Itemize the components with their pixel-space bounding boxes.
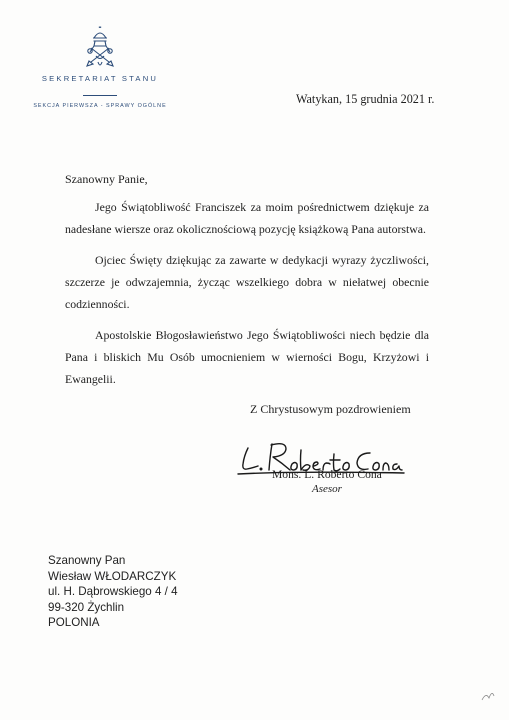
stray-pen-mark: [480, 688, 496, 702]
recipient-salutation: Szanowny Pan: [48, 554, 126, 567]
salutation: Szanowny Panie,: [65, 172, 148, 186]
signer-role: Asesor: [312, 483, 342, 495]
letter-date: Watykan, 15 grudnia 2021 r.: [296, 92, 435, 106]
recipient-address: [48, 553, 178, 631]
signer-name: Mons. L. Roberto Cona: [272, 468, 382, 481]
recipient-country: POLONIA: [48, 616, 100, 629]
letter-body: [65, 196, 429, 399]
closing-line: Z Chrystusowym pozdrowieniem: [250, 402, 411, 416]
body-paragraph: Apostolskie Błogosławieństwo Jego Świątobliwości niech będzie dla Pana i bliskich Mu Osób umocnieniem w wierności Bogu, Krzyżowi i Ewangelii.: [65, 328, 429, 386]
office-name: SEKRETARIAT STANU: [41, 74, 159, 83]
letterhead: [20, 26, 180, 109]
section-name: SEKCJA PIERWSZA - SPRAWY OGÓLNE: [33, 103, 167, 109]
signer-block: [272, 467, 382, 497]
body-paragraph: Ojciec Święty dziękując za zawarte w dedykacji wyrazy życzliwości, szczerze je odwzajemnia, życząc wszelkiego dobra w niełatwej obecnie codzienności.: [65, 253, 429, 311]
recipient-name: Wiesław WŁODARCZYK: [48, 569, 177, 583]
recipient-street: ul. H. Dąbrowskiego 4 / 4: [48, 585, 178, 598]
letterhead-divider: [83, 95, 117, 96]
papal-coat-of-arms-icon: [78, 26, 122, 70]
recipient-city: 99-320 Żychlin: [48, 600, 125, 614]
body-paragraph: Jego Świątobliwość Franciszek za moim pośrednictwem dziękuje za nadesłane wiersze oraz okolicznościową pozycję książkową Pana autorstwa.: [65, 200, 429, 236]
